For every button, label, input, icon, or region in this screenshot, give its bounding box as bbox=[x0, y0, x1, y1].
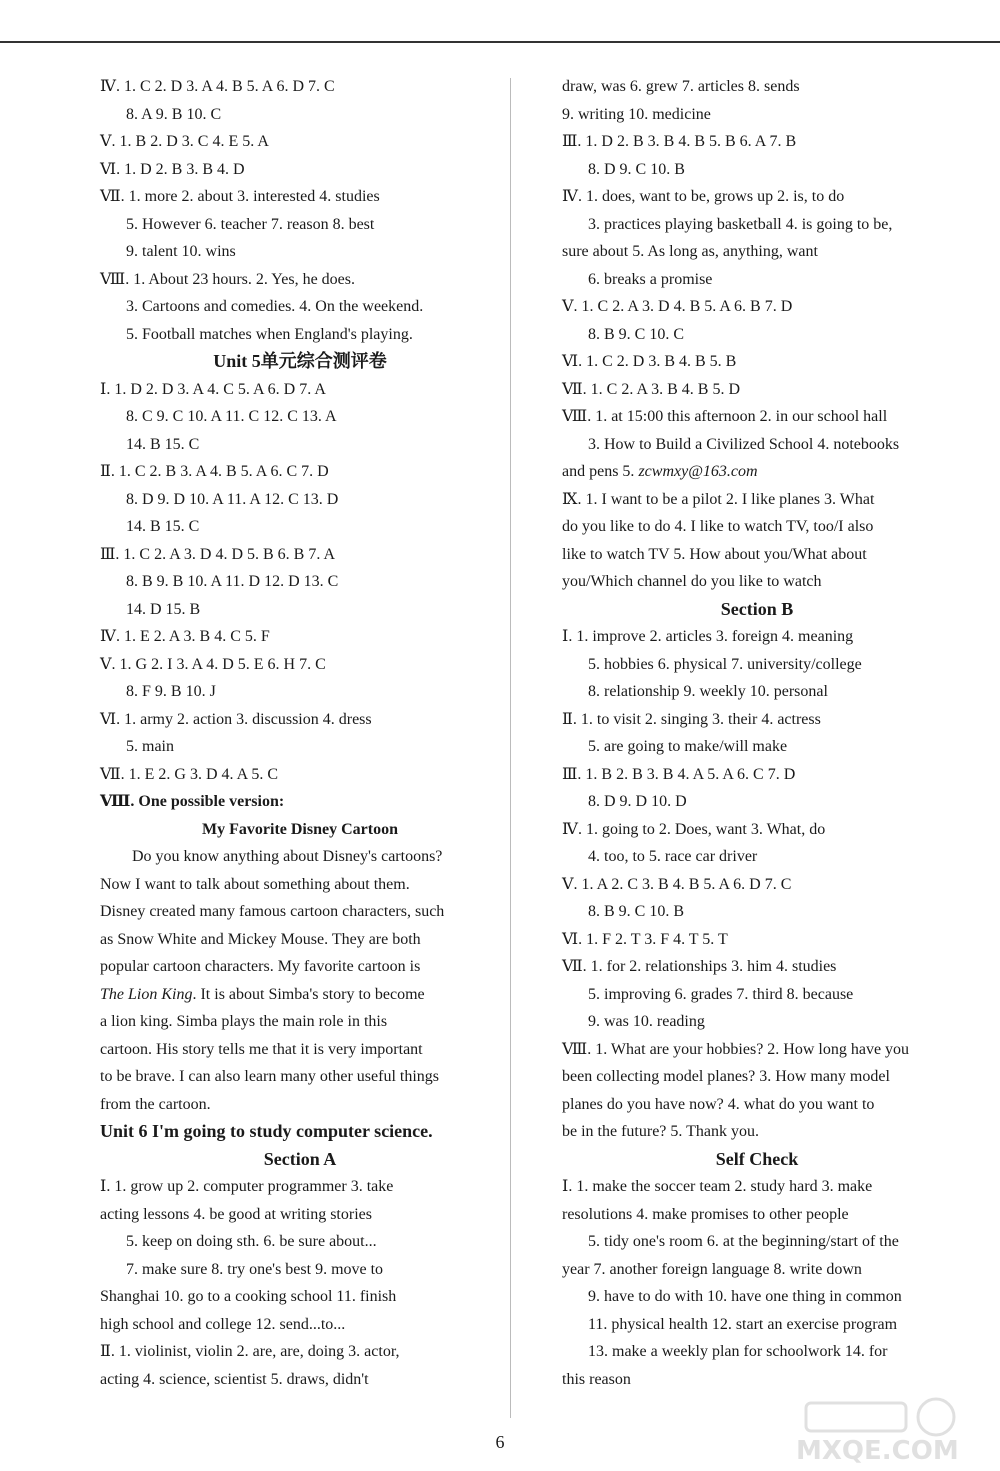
answer-line: 8. B 9. B 10. A 11. D 12. D 13. C bbox=[126, 573, 339, 590]
answer-line: 5. keep on doing sth. 6. be sure about... bbox=[126, 1233, 377, 1250]
answer-line: 14. D 15. B bbox=[126, 600, 201, 618]
column-divider bbox=[510, 78, 511, 1418]
answer-line: 13. make a weekly plan for schoolwork 14. for bbox=[588, 1343, 888, 1360]
answer-line: draw, was 6. grew 7. articles 8. sends bbox=[562, 78, 800, 95]
answer-line: planes do you have now? 4. what do you want to bbox=[562, 1095, 875, 1113]
essay-line: popular cartoon characters. My favorite cartoon is bbox=[100, 958, 421, 975]
answer-line: Ⅶ. 1. more 2. about 3. interested 4. studies bbox=[100, 188, 380, 205]
answer-line: Ⅴ. 1. A 2. C 3. B 4. B 5. A 6. D 7. C bbox=[562, 875, 792, 893]
answer-line: Ⅳ. 1. does, want to be, grows up 2. is, to do bbox=[562, 188, 845, 205]
answer-line: 8. A 9. B 10. C bbox=[126, 105, 222, 123]
answer-line: do you like to do 4. I like to watch TV, too/I also bbox=[562, 518, 874, 535]
answer-line: 11. physical health 12. start an exercise program bbox=[588, 1315, 898, 1333]
essay-line: Disney created many famous cartoon characters, such bbox=[100, 903, 445, 920]
answer-line: year 7. another foreign language 8. write down bbox=[562, 1260, 862, 1278]
answer-line: 9. have to do with 10. have one thing in common bbox=[588, 1288, 902, 1305]
section-a-heading: Section A bbox=[263, 1148, 337, 1169]
answer-line: Ⅷ. 1. at 15:00 this afternoon 2. in our school hall bbox=[562, 408, 888, 425]
answer-line: 7. make sure 8. try one's best 9. move to bbox=[126, 1260, 384, 1278]
section-b-heading: Section B bbox=[720, 598, 794, 619]
answer-line: 5. tidy one's room 6. at the beginning/start of the bbox=[588, 1233, 899, 1250]
answer-line: Ⅳ. 1. going to 2. Does, want 3. What, do bbox=[562, 820, 826, 838]
answer-line: Ⅸ. 1. I want to be a pilot 2. I like planes 3. What bbox=[562, 490, 875, 508]
top-rule bbox=[0, 41, 1000, 43]
unit5-test-heading: Unit 5单元综合测评卷 bbox=[213, 351, 387, 371]
answer-line: Ⅲ. 1. D 2. B 3. B 4. B 5. B 6. A 7. B bbox=[562, 133, 797, 150]
answer-line: 8. D 9. D 10. A 11. A 12. C 13. D bbox=[126, 490, 339, 508]
answer-line: Ⅴ. 1. B 2. D 3. C 4. E 5. A bbox=[100, 133, 269, 150]
essay-line: a lion king. Simba plays the main role in this bbox=[100, 1013, 388, 1030]
answer-line: Ⅶ. 1. for 2. relationships 3. him 4. studies bbox=[562, 958, 837, 975]
answer-line: Ⅲ. 1. C 2. A 3. D 4. D 5. B 6. B 7. A bbox=[100, 545, 336, 563]
answer-line: 5. hobbies 6. physical 7. university/college bbox=[588, 655, 862, 673]
left-column bbox=[100, 73, 500, 1393]
watermark-text: MXQE.COM bbox=[796, 1436, 959, 1465]
answer-line: 14. B 15. C bbox=[126, 435, 200, 453]
writing-intro: Ⅷ. One possible version: bbox=[100, 793, 285, 810]
essay-line: Do you know anything about Disney's cartoons? bbox=[132, 848, 443, 865]
answer-line: 8. D 9. D 10. D bbox=[588, 793, 687, 810]
answer-line: Ⅱ. 1. violinist, violin 2. are, are, doing 3. actor, bbox=[100, 1343, 400, 1360]
answer-line: Ⅵ. 1. C 2. D 3. B 4. B 5. B bbox=[562, 353, 737, 370]
answer-line: like to watch TV 5. How about you/What about bbox=[562, 545, 867, 563]
essay-text: . It is about Simba's story to become bbox=[192, 985, 425, 1003]
answer-line: 8. F 9. B 10. J bbox=[126, 683, 216, 700]
answer-line: been collecting model planes? 3. How many model bbox=[562, 1068, 890, 1085]
answer-line: Ⅳ. 1. E 2. A 3. B 4. C 5. F bbox=[100, 628, 270, 645]
answer-line: resolutions 4. make promises to other people bbox=[562, 1205, 849, 1223]
email-address: zcwmxy@163.com bbox=[638, 463, 758, 480]
answer-line: 5. Football matches when England's playing. bbox=[126, 325, 413, 343]
answer-line: Ⅶ. 1. C 2. A 3. B 4. B 5. D bbox=[562, 380, 741, 398]
essay-line: as Snow White and Mickey Mouse. They are both bbox=[100, 930, 421, 948]
answer-line: Shanghai 10. go to a cooking school 11. finish bbox=[100, 1288, 397, 1305]
answer-line: this reason bbox=[562, 1370, 631, 1388]
answer-line: Ⅷ. 1. What are your hobbies? 2. How long have you bbox=[562, 1040, 910, 1058]
unit6-heading: Unit 6 I'm going to study computer science. bbox=[100, 1121, 433, 1141]
answer-line: 5. main bbox=[126, 738, 174, 755]
answer-line bbox=[562, 458, 952, 486]
answer-line: Ⅰ. 1. improve 2. articles 3. foreign 4. meaning bbox=[562, 628, 854, 645]
answer-line: 3. How to Build a Civilized School 4. notebooks bbox=[588, 435, 900, 453]
answer-line: Ⅰ. 1. make the soccer team 2. study hard 3. make bbox=[562, 1178, 873, 1195]
answer-line: Ⅷ. 1. About 23 hours. 2. Yes, he does. bbox=[100, 270, 355, 288]
answer-line: high school and college 12. send...to... bbox=[100, 1315, 346, 1333]
answer-line: acting 4. science, scientist 5. draws, didn't bbox=[100, 1370, 369, 1388]
answer-line: 3. Cartoons and comedies. 4. On the weekend. bbox=[126, 298, 424, 315]
answer-line: Ⅶ. 1. E 2. G 3. D 4. A 5. C bbox=[100, 765, 278, 783]
answer-line: 9. was 10. reading bbox=[588, 1013, 705, 1030]
answer-text: and pens 5. bbox=[562, 463, 639, 480]
answer-line: Ⅰ. 1. grow up 2. computer programmer 3. take bbox=[100, 1178, 394, 1195]
answer-line: 3. practices playing basketball 4. is going to be, bbox=[588, 215, 893, 233]
essay-line: from the cartoon. bbox=[100, 1095, 211, 1113]
answer-line: 8. B 9. C 10. C bbox=[588, 325, 685, 343]
answer-line: Ⅱ. 1. C 2. B 3. A 4. B 5. A 6. C 7. D bbox=[100, 463, 329, 480]
answer-line: Ⅵ. 1. D 2. B 3. B 4. D bbox=[100, 160, 245, 178]
answer-line: Ⅲ. 1. B 2. B 3. B 4. A 5. A 6. C 7. D bbox=[562, 765, 796, 783]
answer-line: Ⅰ. 1. D 2. D 3. A 4. C 5. A 6. D 7. A bbox=[100, 380, 326, 398]
answer-line: 5. are going to make/will make bbox=[588, 738, 788, 755]
essay-title: My Favorite Disney Cartoon bbox=[202, 820, 398, 838]
answer-line: be in the future? 5. Thank you. bbox=[562, 1123, 759, 1140]
answer-line: acting lessons 4. be good at writing stories bbox=[100, 1205, 372, 1223]
answer-line: Ⅴ. 1. G 2. I 3. A 4. D 5. E 6. H 7. C bbox=[100, 655, 326, 673]
answer-line: 8. relationship 9. weekly 10. personal bbox=[588, 683, 828, 700]
answer-line: 5. However 6. teacher 7. reason 8. best bbox=[126, 215, 375, 233]
self-check-heading: Self Check bbox=[715, 1148, 799, 1169]
essay-line: Now I want to talk about something about them. bbox=[100, 875, 410, 893]
answer-line: Ⅵ. 1. F 2. T 3. F 4. T 5. T bbox=[562, 930, 728, 948]
right-column bbox=[562, 73, 952, 1393]
answer-line: 5. improving 6. grades 7. third 8. because bbox=[588, 985, 854, 1003]
answer-line: 9. talent 10. wins bbox=[126, 243, 236, 260]
essay-line: cartoon. His story tells me that it is very important bbox=[100, 1040, 423, 1058]
answer-line: Ⅴ. 1. C 2. A 3. D 4. B 5. A 6. B 7. D bbox=[562, 298, 793, 315]
answer-line: 6. breaks a promise bbox=[588, 270, 713, 288]
answer-line: Ⅳ. 1. C 2. D 3. A 4. B 5. A 6. D 7. C bbox=[100, 78, 335, 95]
watermark-logo bbox=[786, 1395, 986, 1465]
essay-line bbox=[100, 981, 500, 1009]
answer-line: Ⅵ. 1. army 2. action 3. discussion 4. dress bbox=[100, 710, 372, 728]
movie-title: The Lion King bbox=[100, 985, 193, 1003]
answer-line: sure about 5. As long as, anything, want bbox=[562, 243, 818, 260]
page-number: 6 bbox=[495, 1432, 505, 1452]
answer-line: 8. B 9. C 10. B bbox=[588, 903, 685, 920]
answer-line: 4. too, to 5. race car driver bbox=[588, 848, 758, 865]
answer-line: 9. writing 10. medicine bbox=[562, 105, 711, 123]
answer-line: 8. D 9. C 10. B bbox=[588, 160, 685, 178]
answer-line: 14. B 15. C bbox=[126, 518, 200, 535]
answer-line: 8. C 9. C 10. A 11. C 12. C 13. A bbox=[126, 408, 337, 425]
answer-line: you/Which channel do you like to watch bbox=[562, 573, 822, 590]
answer-line: Ⅱ. 1. to visit 2. singing 3. their 4. actress bbox=[562, 710, 821, 728]
essay-line: to be brave. I can also learn many other useful things bbox=[100, 1068, 439, 1085]
